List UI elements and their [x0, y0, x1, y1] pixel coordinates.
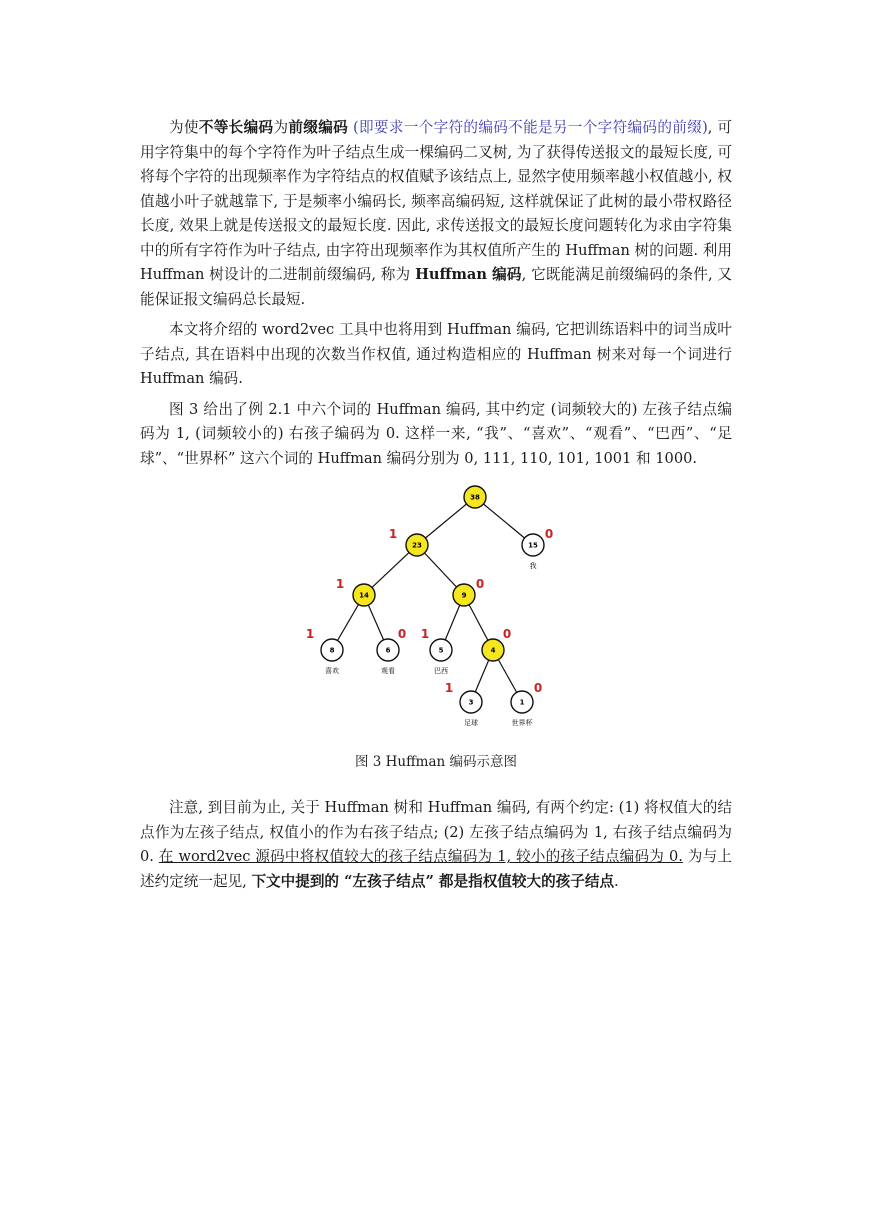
- paragraph-huffman-prefix-code: [140, 116, 732, 312]
- node-weight-label: 6: [385, 646, 391, 655]
- node-weight-label: 1: [519, 698, 525, 707]
- node-weight-label: 8: [329, 646, 335, 655]
- leaf-word-label: 巴西: [434, 667, 448, 675]
- bold-left-child-note: 下文中提到的 “左孩子结点” 都是指权值较大的孩子结点: [251, 872, 615, 890]
- tree-edge: [475, 660, 488, 692]
- edge-code-label: 0: [544, 527, 554, 541]
- tree-edge: [498, 660, 516, 693]
- leaf-word-label: 足球: [464, 719, 478, 727]
- edge-code-label: 0: [397, 627, 407, 641]
- node-weight-label: 9: [461, 591, 467, 600]
- figure-caption: 图 3 Huffman 编码示意图: [354, 754, 518, 770]
- tree-edge: [338, 605, 359, 641]
- node-weight-label: 38: [470, 493, 480, 502]
- node-weight-label: 3: [468, 698, 474, 707]
- edge-code-label: 1: [335, 577, 345, 591]
- text-span: , 可用字符集中的每个字符作为叶子结点生成一棵编码二叉树, 为了获得传送报文的最短长度, 可将每个字符的出现频率作为字符结点的权值赋予该结点上, 显然字使用频率越小权值越小, 权值越小叶子就越靠下, 于是频率小编码长, 频率高编码短, 这样就保证了此树的最小带权路径长度, 效果上就是传送报文的最短长度. 因此, 求传送报文的最短长度问题转化为求由字符集中的所有字符作为叶子结点, 由字符出现频率作为其权值所产生的 Huffman 树的问题. 利用 Huffman 树设计的二进制前缀编码, 称为: [140, 119, 732, 283]
- edge-code-label: 0: [533, 681, 543, 695]
- node-weight-label: 5: [438, 646, 444, 655]
- document-body: [140, 116, 732, 471]
- text-span: 为使: [169, 119, 199, 136]
- tree-edge: [372, 553, 409, 588]
- leaf-word-label: 观看: [381, 667, 395, 675]
- tree-edge: [425, 553, 457, 587]
- bold-term-huffman-code: Huffman 编码: [415, 266, 522, 283]
- leaf-word-label: 世界杯: [511, 719, 533, 727]
- bold-term-prefix-code: 前缀编码: [288, 119, 349, 136]
- tree-edge: [425, 504, 466, 538]
- edge-code-label: 1: [305, 627, 315, 641]
- huffman-tree-svg: [300, 478, 560, 740]
- leaf-word-label: 我: [529, 562, 537, 570]
- leaf-word-label: 喜欢: [325, 667, 339, 675]
- edge-code-label: 1: [444, 681, 454, 695]
- paragraph-figure-description: 图 3 给出了例 2.1 中六个词的 Huffman 编码, 其中约定 (词频较大的) 左孩子结点编码为 1, (词频较小的) 右孩子编码为 0. 这样一来, “我”、“喜欢”、“观看”、“巴西”、“足球”、“世界杯” 这六个词的 Huffman 编码分别为 0, 111, 110, 101, 1001 和 1000.: [140, 400, 732, 467]
- underlined-source-note: 在 word2vec 源码中将权值较大的孩子结点编码为 1, 较小的孩子结点编码为 0.: [158, 848, 683, 865]
- tree-edge: [368, 605, 383, 640]
- tree-edge: [445, 605, 460, 640]
- bold-term-unequal-length-code: 不等长编码: [198, 119, 274, 136]
- node-weight-label: 15: [528, 541, 538, 550]
- paragraph-conventions: [140, 796, 732, 894]
- paragraph-conventions-block: [140, 796, 732, 894]
- tree-edge: [469, 605, 488, 641]
- edge-code-label: 1: [388, 527, 398, 541]
- blue-parenthetical-note: (即要求一个字符的编码不能是另一个字符编码的前缀): [353, 119, 708, 136]
- node-weight-label: 14: [359, 591, 369, 600]
- text-span: 为: [273, 119, 289, 136]
- text-span: 注意, 到目前为止, 关于 Huffman 树和 Huffman 编码, 有两个约定: (1) 将权值大的结点作为左孩子结点, 权值小的作为右孩子结点; (2) 左孩子结点编码为 1, 右孩子结点编码为 0.: [140, 799, 732, 865]
- tree-edge: [483, 504, 524, 538]
- text-span: .: [614, 872, 619, 890]
- edge-code-label: 0: [475, 577, 485, 591]
- text-span: , 它既能满足前缀编码的条件, 又能保证报文编码总长最短.: [140, 266, 733, 308]
- edge-code-label: 0: [502, 627, 512, 641]
- node-weight-label: 23: [412, 541, 422, 550]
- text-span: 为与上述约定统一起见,: [140, 848, 732, 890]
- node-weight-label: 4: [490, 646, 496, 655]
- huffman-tree-figure: [300, 478, 560, 740]
- paragraph-word2vec-huffman: 本文将介绍的 word2vec 工具中也将用到 Huffman 编码, 它把训练语料中的词当成叶子结点, 其在语料中出现的次数当作权值, 通过构造相应的 Huffman 树来对每一个词进行 Huffman 编码.: [140, 321, 732, 387]
- edge-code-label: 1: [420, 627, 430, 641]
